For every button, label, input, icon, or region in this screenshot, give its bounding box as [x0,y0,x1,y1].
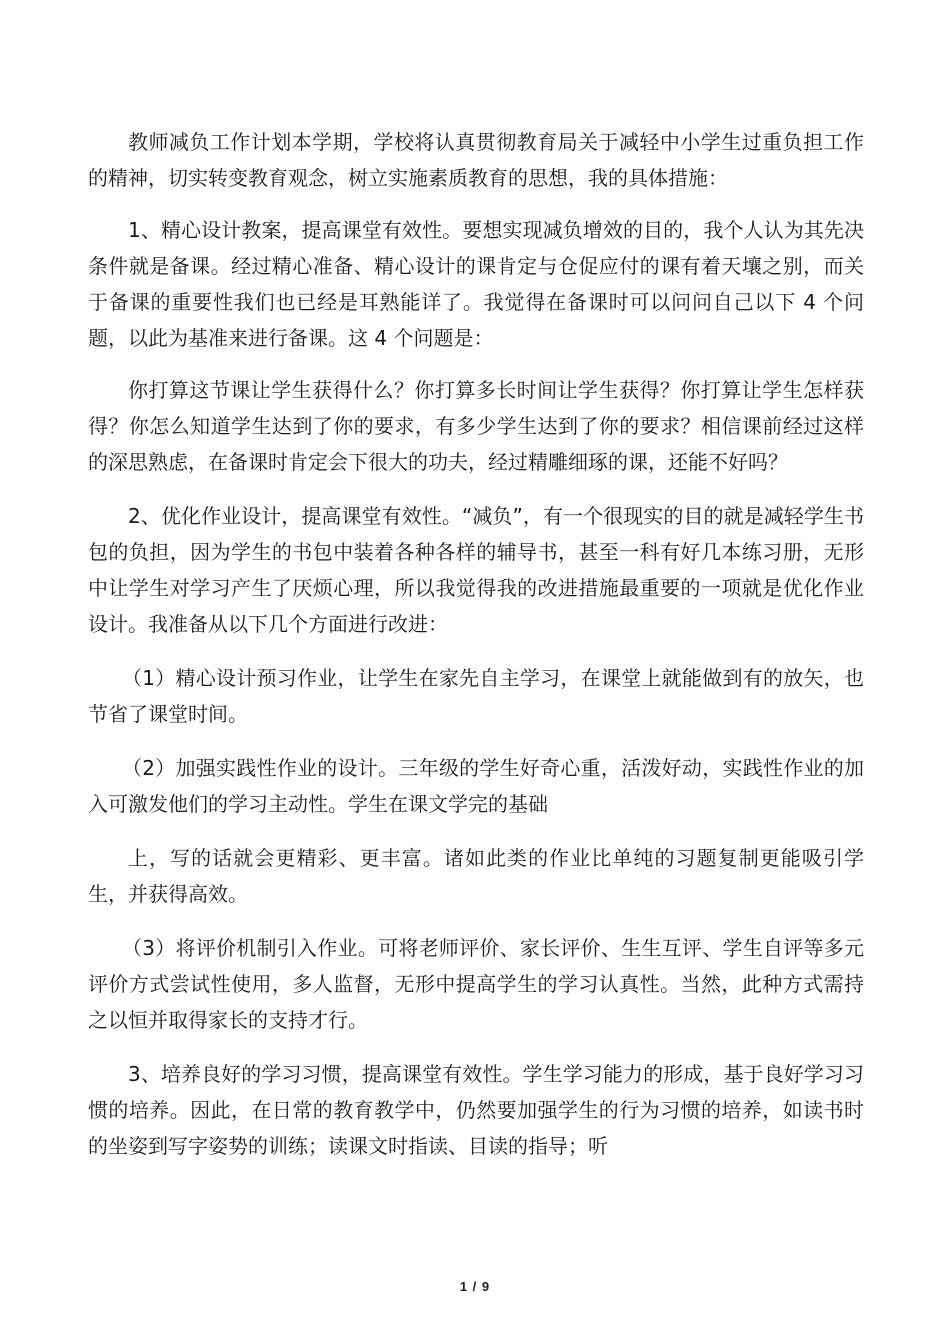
paragraph-questions: 你打算这节课让学生获得什么？你打算多长时间让学生获得？你打算让学生怎样获得？你怎么知道学生达到了你的要求，有多少学生达到了你的要求？相信课前经过这样的深思熟虑，在备课时肯定会下很大的功夫，经过精雕细琢的课，还能不好吗？ [88,378,864,474]
paragraph-subitem-2: （2）加强实践性作业的设计。三年级的学生好奇心重，活泼好动，实践性作业的加入可激发他们的学习主动性。学生在课文学完的基础 [88,756,864,816]
paragraph-subitem-2-continued: 上，写的话就会更精彩、更丰富。诸如此类的作业比单纯的习题复制更能吸引学生，并获得高效。 [88,846,864,906]
paragraph-item-2: 2、优化作业设计，提高课堂有效性。“减负”，有一个很现实的目的就是减轻学生书包的负担，因为学生的书包中装着各种各样的辅导书，甚至一科有好几本练习册，无形中让学生对学习产生了厌烦心理，所以我觉得我的改进措施最重要的一项就是优化作业设计。我准备从以下几个方面进行改进： [88,504,864,636]
paragraph-intro: 教师减负工作计划本学期，学校将认真贯彻教育局关于减轻中小学生过重负担工作的精神，切实转变教育观念，树立实施素质教育的思想，我的具体措施： [88,130,864,190]
page-number: 1 / 9 [459,1279,491,1294]
paragraph-item-1: 1、精心设计教案，提高课堂有效性。要想实现减负增效的目的，我个人认为其先决条件就是备课。经过精心准备、精心设计的课肯定与仓促应付的课有着天壤之别，而关于备课的重要性我们也已经是耳熟能详了。我觉得在备课时可以问问自己以下 4 个问题，以此为基准来进行备课。这 4 个问题是： [88,218,864,350]
paragraph-subitem-3: （3）将评价机制引入作业。可将老师评价、家长评价、生生互评、学生自评等多元评价方式尝试性使用，多人监督，无形中提高学生的学习认真性。当然，此种方式需持之以恒并取得家长的支持才行。 [88,936,864,1032]
document-body [88,124,864,1164]
paragraph-subitem-1: （1）精心设计预习作业，让学生在家先自主学习，在课堂上就能做到有的放矢，也节省了课堂时间。 [88,666,864,726]
paragraph-item-3: 3、培养良好的学习习惯，提高课堂有效性。学生学习能力的形成，基于良好学习习惯的培养。因此，在日常的教育教学中，仍然要加强学生的行为习惯的培养，如读书时的坐姿到写字姿势的训练；读课文时指读、目读的指导；听 [88,1062,864,1158]
